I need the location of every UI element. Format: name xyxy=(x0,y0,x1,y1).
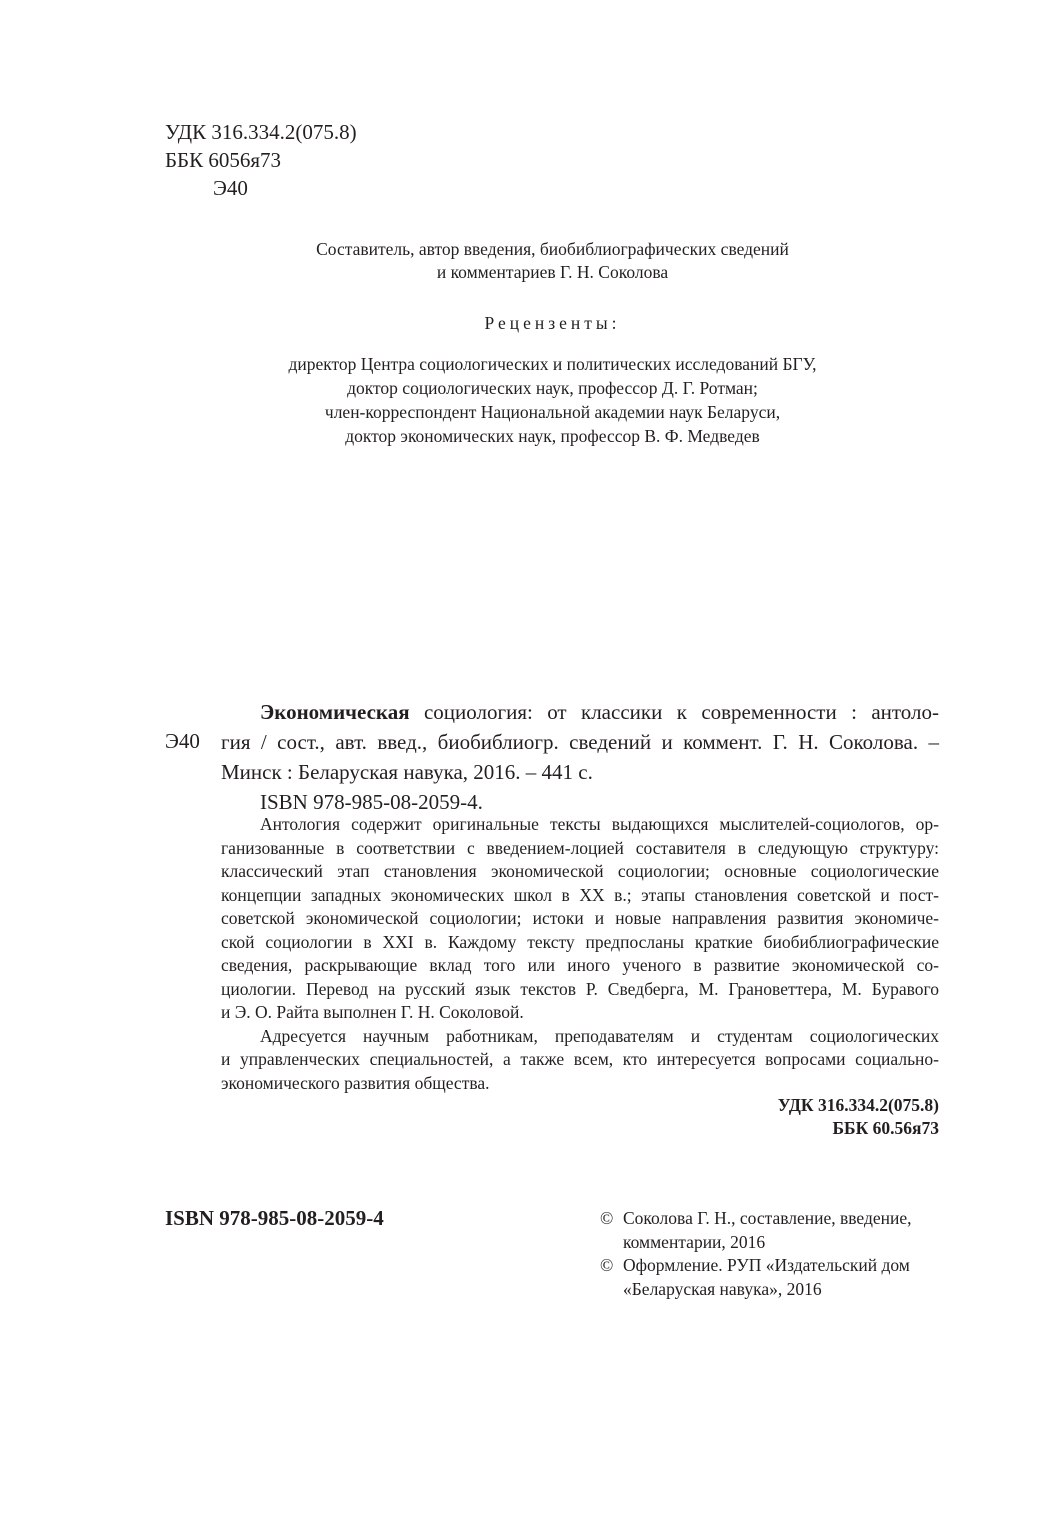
biblio-line-2: гия / сост., авт. введ., биобиблиогр. сведений и коммент. Г. Н. Соколова. – xyxy=(221,730,939,754)
reviewer-line: доктор социологических наук, профессор Д. Г. Ротман; xyxy=(347,378,758,398)
compiler-info xyxy=(0,238,1058,284)
annotation-line: Антология содержит оригинальные тексты выдающихся мыслителей-социологов, ор- xyxy=(260,814,939,834)
biblio-isbn: ISBN 978-985-08-2059-4. xyxy=(260,790,483,814)
copyright-icon: © xyxy=(600,1255,614,1275)
copyright-line: «Беларуская навука», 2016 xyxy=(623,1278,822,1299)
udk-code-bold: УДК 316.334.2(075.8) xyxy=(777,1095,939,1115)
top-classification-codes xyxy=(165,118,357,202)
biblio-line-1-rest: социология: от классики к современности : антоло- xyxy=(423,700,940,724)
annotation-line: концепции западных экономических школ в ХХ в.; этапы становления советской и пост- xyxy=(221,884,939,905)
reviewer-line: член-корреспондент Национальной академии наук Беларуси, xyxy=(324,402,781,422)
udk-code: УДК 316.334.2(075.8) xyxy=(165,120,357,144)
copyright-line: Соколова Г. Н., составление, введение, xyxy=(623,1208,912,1228)
annotation xyxy=(221,813,939,1095)
right-classification-codes xyxy=(778,1094,939,1140)
reviewers-list xyxy=(0,352,1058,448)
copyright-block xyxy=(600,1207,912,1301)
annotation-line: и управленческих специальностей, а также всем, кто интересуется вопросами социально- xyxy=(221,1049,939,1069)
author-mark: Э40 xyxy=(213,176,248,200)
bibliographic-description xyxy=(221,697,939,817)
biblio-line-1 xyxy=(221,697,939,727)
annotation-line: циологии. Перевод на русский язык текстов Р. Сведберга, М. Грановеттера, М. Буравого xyxy=(221,978,939,999)
annotation-line: ганизованные в соответствии с введением-лоцией составителя в следующую структуру: xyxy=(221,837,939,858)
annotation-line: экономического развития общества. xyxy=(221,1072,490,1093)
bbk-code: ББК 6056я73 xyxy=(165,148,282,172)
annotation-line: ской социологии в XXI в. Каждому тексту предпосланы краткие биобиблиографические xyxy=(221,931,939,952)
copyright-icon: © xyxy=(600,1208,614,1228)
biblio-line-3: Минск : Беларуская навука, 2016. – 441 с. xyxy=(221,760,593,784)
bbk-code-bold: ББК 60.56я73 xyxy=(832,1118,939,1138)
annotation-line: Адресуется научным работникам, преподавателям и студентам социологических xyxy=(260,1025,939,1046)
annotation-line: советской экономической социологии; истоки и новые направления развития экономиче- xyxy=(221,908,939,928)
copyright-line: комментарии, 2016 xyxy=(623,1231,766,1252)
biblio-author-mark: Э40 xyxy=(165,729,200,753)
reviewer-line: доктор экономических наук, профессор В. Ф. Медведев xyxy=(345,426,760,446)
annotation-line: классический этап становления экономической социологии; основные социологические xyxy=(221,861,939,881)
copyright-line: Оформление. РУП «Издательский дом xyxy=(623,1255,910,1275)
copyright-item-2 xyxy=(600,1254,912,1301)
isbn-bottom: ISBN 978-985-08-2059-4 xyxy=(165,1206,384,1230)
compiler-line-1: Составитель, автор введения, биобиблиографических сведений xyxy=(316,239,789,259)
biblio-title-bold: Экономическая xyxy=(260,700,410,724)
reviewer-line: директор Центра социологических и политических исследований БГУ, xyxy=(288,354,817,374)
compiler-line-2: и комментариев Г. Н. Соколова xyxy=(436,262,669,282)
copyright-item-1 xyxy=(600,1207,912,1254)
annotation-line: сведения, раскрывающие вклад того или иного ученого в развитие экономической со- xyxy=(221,955,939,975)
reviewers-heading: Рецензенты: xyxy=(484,313,621,333)
annotation-line: и Э. О. Райта выполнен Г. Н. Соколовой. xyxy=(221,1002,524,1022)
